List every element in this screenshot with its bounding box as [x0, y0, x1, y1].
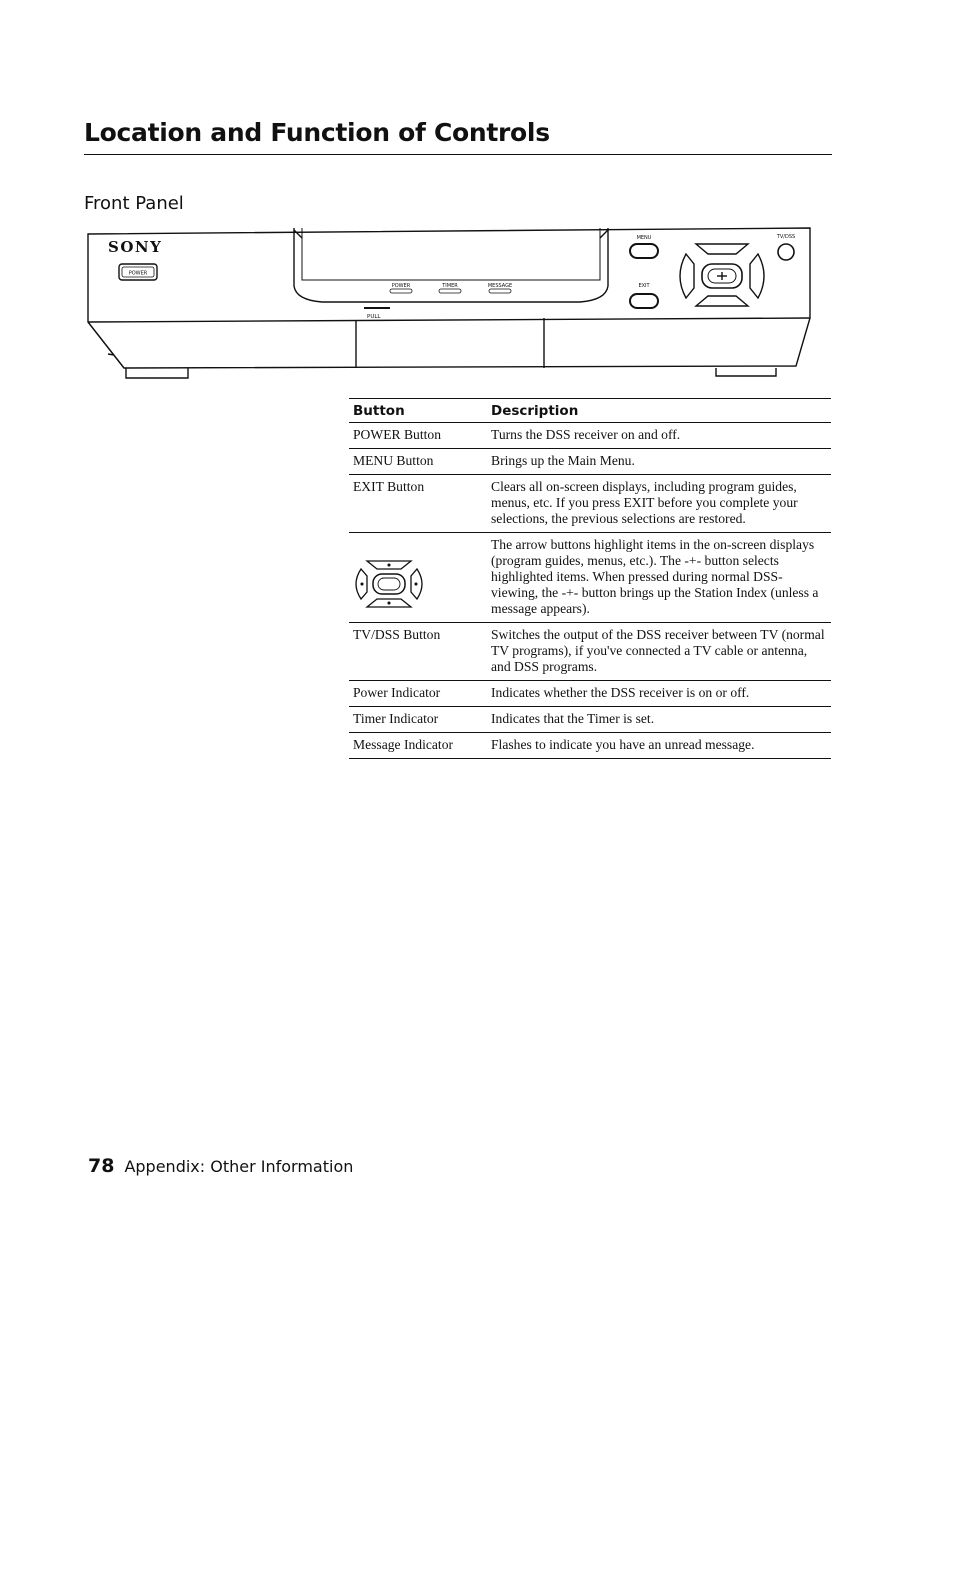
tvdss-button[interactable] [778, 244, 794, 260]
button-name: Power Indicator [349, 681, 487, 707]
timer-indicator [439, 289, 461, 293]
button-description: Flashes to indicate you have an unread message. [487, 733, 831, 759]
button-description: Indicates whether the DSS receiver is on or off. [487, 681, 831, 707]
page-number: 78 [88, 1155, 115, 1177]
button-name: Timer Indicator [349, 707, 487, 733]
page-footer [88, 1155, 353, 1177]
button-name: POWER Button [349, 423, 487, 449]
table-header-row [349, 399, 831, 423]
button-name [349, 533, 487, 623]
menu-button[interactable] [630, 244, 658, 258]
table-row [349, 681, 831, 707]
arrow-pad-icon [353, 559, 425, 609]
table-row [349, 533, 831, 623]
message-indicator-label: MESSAGE [487, 283, 513, 289]
button-description: Clears all on-screen displays, including program guides, menus, etc. If you press EXIT before you complete your selections, the previous selections are restored. [487, 475, 831, 533]
title-rule [84, 154, 832, 155]
menu-label: MENU [636, 235, 652, 241]
table-row [349, 707, 831, 733]
power-indicator-label: POWER [391, 283, 411, 289]
button-description: Brings up the Main Menu. [487, 449, 831, 475]
section-title: Front Panel [84, 193, 184, 214]
left-foot [126, 368, 188, 378]
power-button-label: POWER [128, 270, 148, 277]
arrow-pad[interactable] [680, 244, 764, 306]
controls-table [349, 398, 831, 759]
page-title: Location and Function of Controls [84, 118, 550, 147]
footer-section: Appendix: Other Information [124, 1157, 354, 1176]
button-description: Switches the output of the DSS receiver between TV (normal TV programs), if you've connected a TV cable or antenna, and DSS programs. [487, 623, 831, 681]
table-row [349, 423, 831, 449]
button-description: Indicates that the Timer is set. [487, 707, 831, 733]
timer-indicator-label: TIMER [442, 283, 458, 289]
button-name: TV/DSS Button [349, 623, 487, 681]
display-window [294, 228, 608, 302]
pull-label: PULL [367, 314, 381, 320]
button-name: MENU Button [349, 449, 487, 475]
right-foot [716, 368, 776, 376]
table-row [349, 733, 831, 759]
table-row [349, 623, 831, 681]
button-name: EXIT Button [349, 475, 487, 533]
exit-label: EXIT [638, 283, 650, 289]
tvdss-label: TV/DSS [776, 234, 796, 240]
button-description: Turns the DSS receiver on and off. [487, 423, 831, 449]
table-row [349, 475, 831, 533]
power-indicator [390, 289, 412, 293]
header-description: Description [487, 399, 831, 423]
exit-button[interactable] [630, 294, 658, 308]
table-row [349, 449, 831, 475]
header-button: Button [349, 399, 487, 423]
front-panel-illustration [84, 222, 816, 382]
button-name: Message Indicator [349, 733, 487, 759]
sony-logo: SONY [108, 238, 163, 256]
message-indicator [489, 289, 511, 293]
button-description: The arrow buttons highlight items in the on-screen displays (program guides, menus, etc.). The -+- button selects highlighted items. When pressed during normal DSS-viewing, the -+- button brings up the Station Index (unless a message appears). [487, 533, 831, 623]
